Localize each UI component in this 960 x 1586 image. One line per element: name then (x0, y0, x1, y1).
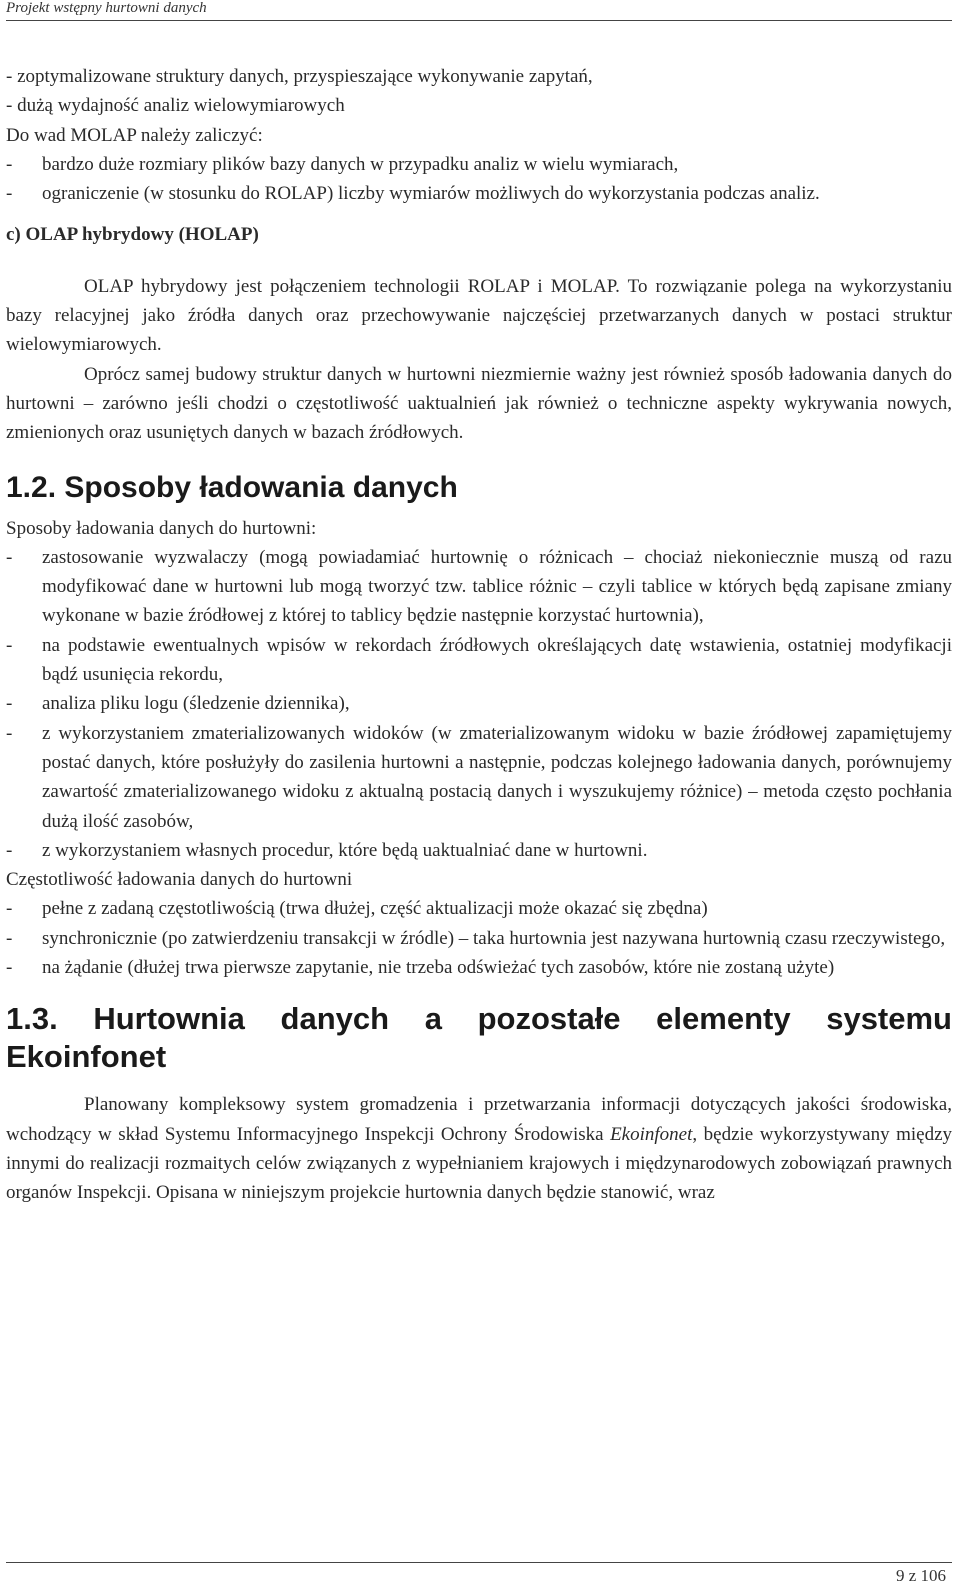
list-item: - pełne z zadaną częstotliwością (trwa dłużej, część aktualizacji może okazać się zbędna) (6, 898, 708, 920)
methods-intro: Sposoby ładowania danych do hurtowni: (6, 517, 317, 539)
final-paragraph: Planowany kompleksowy system gromadzenia i przetwarzania informacji dotyczących jakości środowiska, wchodzący w skład Systemu Informacyjnego Inspekcji Ochrony Środowiska Ekoinfonet, będzie wykorzystywany między innymi do realizacji rozmaitych celów związanych z wypełnianiem krajowych i międzynarodowych zobowiązań prawnych organów Inspekcji. Opisana w niniejszym projekcie hurtownia danych będzie stanowić, wraz (6, 1094, 953, 1204)
list-item: - na podstawie ewentualnych wpisów w rekordach źródłowych określających datę wstawienia, ostatniej modyfikacji bądź usunięcia rekordu, (6, 634, 952, 686)
system-name: Ekoinfonet (610, 1123, 693, 1145)
list-item: - analiza pliku logu (śledzenie dziennika), (6, 693, 350, 715)
list-item: - z wykorzystaniem własnych procedur, które będą uaktualniać dane w hurtowni. (6, 839, 648, 861)
section-heading-1-2: 1.2. Sposoby ładowania danych (6, 470, 458, 504)
list-item: - dużą wydajność analiz wielowymiarowych (6, 95, 345, 117)
frequency-intro: Częstotliwość ładowania danych do hurtowni (6, 869, 353, 891)
list-item: - z wykorzystaniem zmaterializowanych widoków (w zmaterializowanym widoku w bazie źródłowej zapamiętujemy postać danych, które posłużyły do zasilenia hurtowni a następnie, podczas kolejnego ładowania danych, porównujemy zawartość zmaterializowanego widoku z aktualną postacią danych i wyszukujemy różnice) – metoda często pochłania dużą ilość zasobów, (6, 722, 952, 832)
page-header (6, 0, 952, 21)
subheading-holap: c) OLAP hybrydowy (HOLAP) (6, 224, 259, 246)
header-title: Projekt wstępny hurtowni danych (6, 0, 207, 16)
list-item: - synchronicznie (po zatwierdzeniu transakcji w źródle) – taka hurtownia jest nazywana hurtownią czasu rzeczywistego, (6, 927, 946, 949)
list-item: - zoptymalizowane struktury danych, przyspieszające wykonywanie zapytań, (6, 66, 593, 87)
footer-divider (6, 1562, 952, 1563)
list-item: - na żądanie (dłużej trwa pierwsze zapytanie, nie trzeba odświeżać tych zasobów, które nie zostaną użyte) (6, 957, 835, 979)
list-item: - bardzo duże rozmiary plików bazy danych w przypadku analiz w wielu wymiarach, (6, 153, 679, 175)
holap-paragraph: OLAP hybrydowy jest połączeniem technologii ROLAP i MOLAP. To rozwiązanie polega na wykorzystaniu bazy relacyjnej jako źródła danych oraz przechowywanie najczęściej przetwarzanych danych w postaci struktur wielowymiarowych. (6, 275, 952, 356)
disadvantages-intro: Do wad MOLAP należy zaliczyć: (6, 124, 263, 146)
page-number: 9 z 106 (895, 1566, 946, 1585)
loading-paragraph: Oprócz samej budowy struktur danych w hurtowni niezmiernie ważny jest również sposób ładowania danych do hurtowni – zarówno jeśli chodzi o częstotliwość uaktualnień jak również o techniczne aspekty wykrywania nowych, zmienionych oraz usuniętych danych w bazach źródłowych. (6, 363, 952, 444)
document-body (6, 62, 952, 1208)
list-item: - ograniczenie (w stosunku do ROLAP) liczby wymiarów możliwych do wykorzystania podczas analiz. (6, 183, 820, 205)
list-item: - zastosowanie wyzwalaczy (mogą powiadamiać hurtownię o różnicach – chociaż niekoniecznie muszą od razu modyfikować dane w hurtowni lub mogą tworzyć tzw. tablice różnic – czyli tablice w których będą zapisane zmiany wykonane w bazie źródłowej z której to tablicy będzie następnie korzystać hurtownia), (6, 546, 952, 627)
section-heading-1-3: 1.3. Hurtownia danych a pozostałe elementy systemu Ekoinfonet (6, 1001, 952, 1075)
